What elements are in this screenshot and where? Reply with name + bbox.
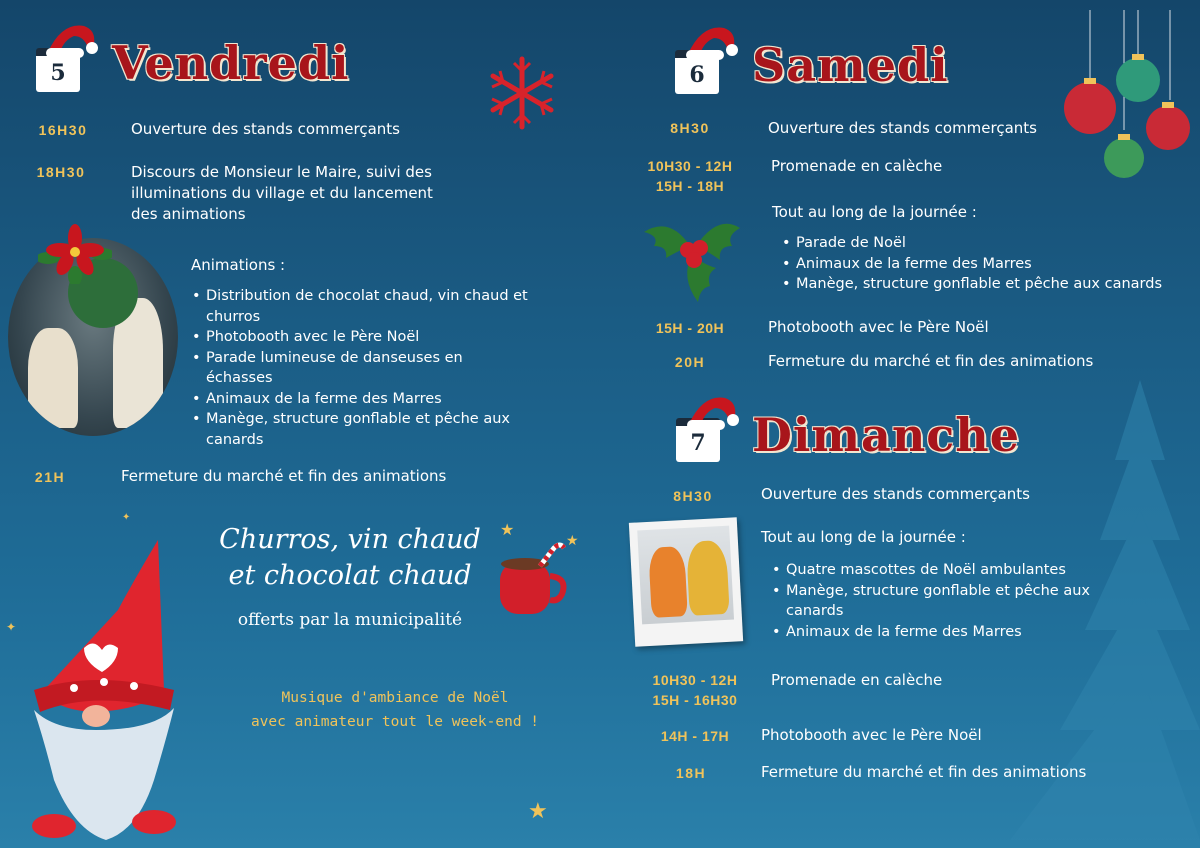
sunday-carriage-text: Promenade en calèche xyxy=(771,671,943,689)
santa-hat-icon xyxy=(685,390,741,434)
star-icon: ★ xyxy=(566,532,579,548)
list-item: • Quatre mascottes de Noël ambulantes xyxy=(770,560,1130,581)
saturday-photo-time: 15H - 20H xyxy=(655,320,725,336)
star-icon: ✦ xyxy=(122,512,131,523)
music-line-1: Musique d'ambiance de Noël xyxy=(281,690,509,706)
mascots-photo xyxy=(629,517,743,646)
saturday-photo-text: Photobooth avec le Père Noël xyxy=(768,318,989,336)
sunday-photo-time: 14H - 17H xyxy=(660,728,730,744)
sunday-open-time: 8H30 xyxy=(673,488,713,504)
calendar-icon-saturday: 6 xyxy=(675,50,719,94)
calendar-icon-friday: 5 xyxy=(36,48,80,92)
holly-icon xyxy=(640,206,746,306)
sunday-allday-list xyxy=(770,560,1130,642)
list-item: • Parade de Noël xyxy=(780,233,1190,254)
saturday-carriage-time-1: 10H30 - 12H xyxy=(647,158,733,174)
list-item: • Animaux de la ferme des Marres xyxy=(770,622,1130,643)
star-icon: ★ xyxy=(500,522,515,539)
list-item: • Animaux de la ferme des Marres xyxy=(190,389,530,410)
saturday-open-text: Ouverture des stands commerçants xyxy=(768,119,1037,137)
list-item: • Manège, structure gonflable et pêche aux canards xyxy=(190,409,530,450)
saturday-open-time: 8H30 xyxy=(670,120,710,136)
hot-chocolate-mug-icon xyxy=(496,540,572,620)
christmas-ornaments-icon xyxy=(1060,10,1200,190)
friday-time-2: 18H30 xyxy=(36,164,86,180)
saturday-carriage-text: Promenade en calèche xyxy=(771,157,943,175)
friday-closing-time: 21H xyxy=(34,469,66,485)
list-item: • Manège, structure gonflable et pêche aux canards xyxy=(780,274,1190,295)
promo-script-line-1: Churros, vin chaud xyxy=(219,524,481,555)
sunday-title: Dimanche xyxy=(752,408,1021,462)
friday-text-1: Ouverture des stands commerçants xyxy=(131,120,400,138)
saturday-carriage-time-2: 15H - 18H xyxy=(655,178,725,194)
saturday-allday-heading: Tout au long de la journée : xyxy=(772,203,977,221)
poinsettia-icon xyxy=(38,224,112,284)
gnome-illustration xyxy=(14,540,194,840)
santa-hat-icon xyxy=(44,18,100,62)
sunday-carriage-time-1: 10H30 - 12H xyxy=(652,672,738,688)
sunday-open-text: Ouverture des stands commerçants xyxy=(761,485,1030,503)
promo-offered: offerts par la municipalité xyxy=(237,610,463,630)
saturday-allday-list xyxy=(780,233,1190,295)
sunday-carriage-time-2: 15H - 16H30 xyxy=(652,692,738,708)
saturday-close-time: 20H xyxy=(674,354,706,370)
sunday-close-time: 18H xyxy=(675,765,707,781)
friday-closing-text: Fermeture du marché et fin des animations xyxy=(121,467,447,485)
list-item: • Manège, structure gonflable et pêche aux canards xyxy=(770,581,1130,622)
friday-title: Vendredi xyxy=(112,36,350,90)
star-icon: ✦ xyxy=(6,620,17,634)
santa-hat-icon xyxy=(684,20,740,64)
friday-text-2: Discours de Monsieur le Maire, suivi des illuminations du village et du lancement des animations xyxy=(131,163,433,223)
promo-script-line-2: et chocolat chaud xyxy=(228,560,472,591)
list-item: • Parade lumineuse de danseuses en échasses xyxy=(190,348,530,389)
music-line-2: avec animateur tout le week-end ! xyxy=(250,714,540,730)
list-item: • Animaux de la ferme des Marres xyxy=(780,254,1190,275)
saturday-close-text: Fermeture du marché et fin des animations xyxy=(768,352,1094,370)
snowflake-icon xyxy=(484,55,560,131)
friday-animations-list xyxy=(190,286,530,450)
star-icon: ★ xyxy=(528,798,548,823)
animations-heading: Animations : xyxy=(191,256,286,274)
list-item: • Distribution de chocolat chaud, vin chaud et churros xyxy=(190,286,530,327)
sunday-close-text: Fermeture du marché et fin des animations xyxy=(761,763,1087,781)
list-item: • Photobooth avec le Père Noël xyxy=(190,327,530,348)
calendar-icon-sunday: 7 xyxy=(676,418,720,462)
saturday-title: Samedi xyxy=(752,38,949,92)
sunday-allday-heading: Tout au long de la journée : xyxy=(761,528,966,546)
sunday-photo-text: Photobooth avec le Père Noël xyxy=(761,726,982,744)
friday-time-1: 16H30 xyxy=(38,122,88,138)
